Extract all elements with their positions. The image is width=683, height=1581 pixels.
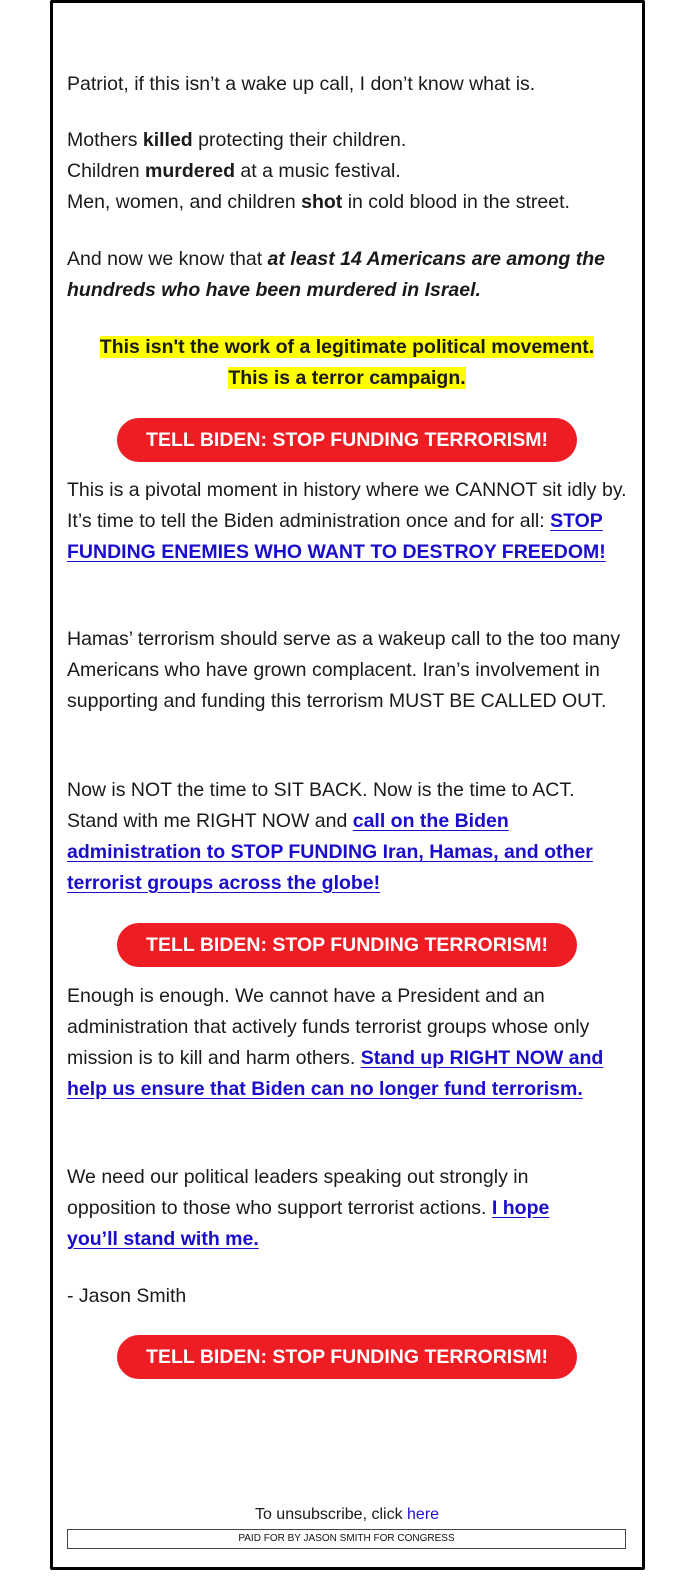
atrocity-line: Men, women, and children shot in cold blood in the street.	[67, 191, 570, 213]
stand-up-link[interactable]: Stand up RIGHT NOW and help us ensure that Biden can no longer fund terrorism.	[67, 1047, 604, 1100]
stand-with-me-link[interactable]: I hope you’ll stand with me.	[67, 1197, 550, 1250]
atrocity-line: Children murdered at a music festival.	[67, 160, 401, 182]
highlight-line-2: This is a terror campaign.	[228, 367, 466, 389]
cta-button-2[interactable]: TELL BIDEN: STOP FUNDING TERRORISM!	[117, 923, 577, 967]
atrocities-paragraph	[67, 125, 633, 218]
signature: - Jason Smith	[67, 1285, 187, 1307]
enough-paragraph: Enough is enough. We cannot have a President and an administration that actively funds terrorist groups whose only mission is to kill and harm others. Stand up RIGHT NOW and help us ensure that Biden can no longer fund terrorism.	[67, 985, 604, 1100]
act-paragraph: Now is NOT the time to SIT BACK. Now is the time to ACT. Stand with me RIGHT NOW and call on the Biden administration to STOP FUNDING Iran, Hamas, and other terrorist groups across the globe!	[67, 779, 593, 894]
unsubscribe-link[interactable]: here	[407, 1506, 440, 1523]
cta-button-3[interactable]: TELL BIDEN: STOP FUNDING TERRORISM!	[117, 1335, 577, 1379]
pivotal-paragraph: This is a pivotal moment in history where we CANNOT sit idly by. It’s time to tell the Biden administration once and for all: STOP FUNDING ENEMIES WHO WANT TO DESTROY FREEDOM!	[67, 479, 627, 563]
leaders-paragraph: We need our political leaders speaking out strongly in opposition to those who support terrorist actions. I hope you’ll stand with me.	[67, 1166, 550, 1250]
stop-funding-link[interactable]: call on the Biden administration to STOP FUNDING Iran, Hamas, and other terrorist groups across the globe!	[67, 810, 593, 894]
atrocity-line: Mothers killed protecting their children.	[67, 129, 407, 151]
greeting: Patriot, if this isn’t a wake up call, I don’t know what is.	[67, 73, 536, 95]
unsubscribe-line: To unsubscribe, click here	[254, 1506, 440, 1523]
highlight-line-1: This isn't the work of a legitimate political movement.	[99, 336, 595, 358]
highlight-block	[67, 332, 627, 394]
cta-button-1[interactable]: TELL BIDEN: STOP FUNDING TERRORISM!	[117, 418, 577, 462]
destroy-freedom-link[interactable]: STOP FUNDING ENEMIES WHO WANT TO DESTROY FREEDOM!	[67, 510, 606, 563]
paid-for-disclaimer: PAID FOR BY JASON SMITH FOR CONGRESS	[67, 1529, 626, 1549]
hamas-paragraph: Hamas’ terrorism should serve as a wakeup call to the too many Americans who have grown complacent. Iran’s involvement in supporting and funding this terrorism MUST BE CALLED OUT.	[67, 628, 621, 712]
americans-paragraph: And now we know that at least 14 Americans are among the hundreds who have been murdered in Israel.	[67, 248, 605, 301]
